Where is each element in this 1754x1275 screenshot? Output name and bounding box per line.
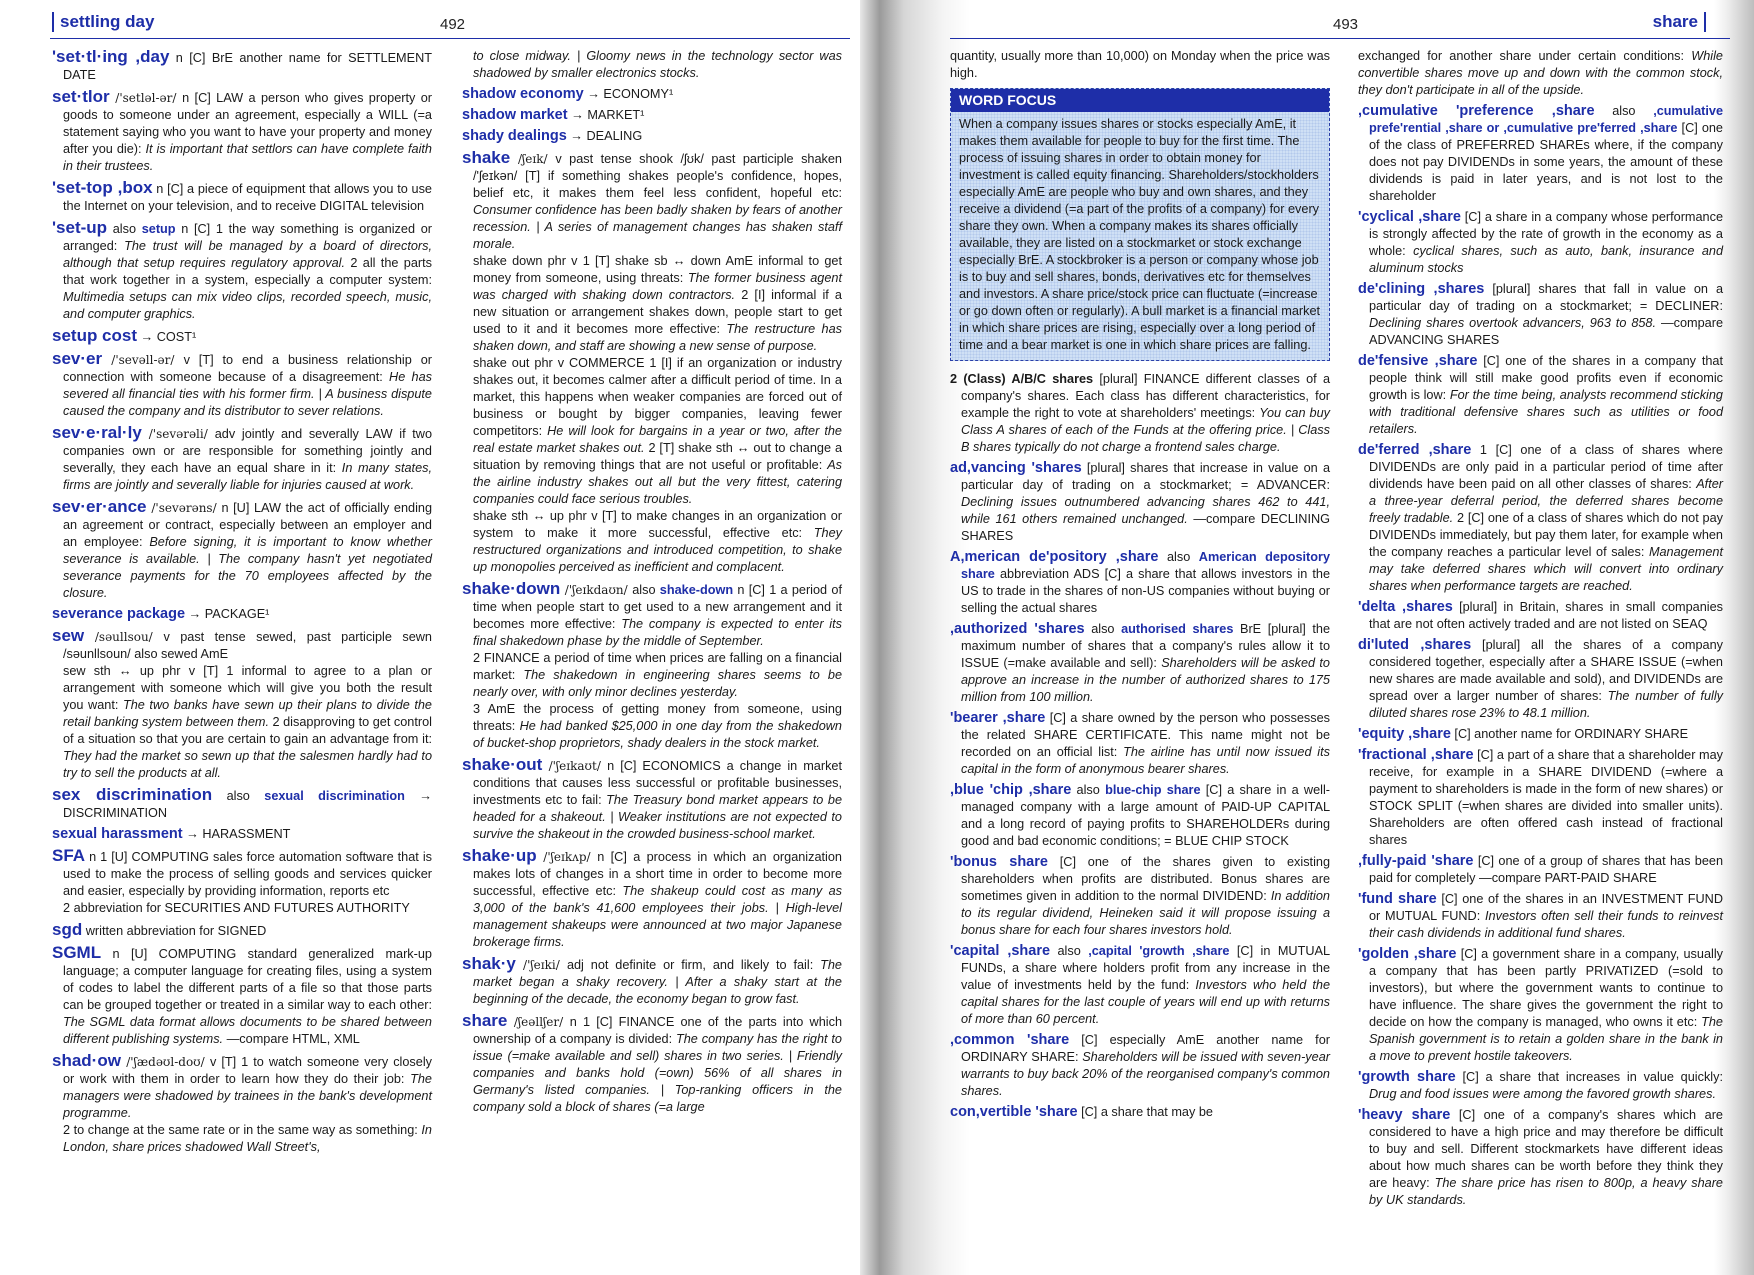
definition: [plural] shares that increase in value on a particular day of trading on a stockmarket; = ADVANCER:	[961, 461, 1330, 492]
sense-heading: 2 (Class) A/B/C shares	[950, 372, 1094, 386]
definition: n [C] 1 the way something is organized or arranged:	[63, 222, 432, 253]
headword: sev·er	[52, 349, 103, 368]
entry-sex-discrimination	[52, 786, 432, 822]
definition: n 1 [C] FINANCE one of the parts into which ownership of a company is divided:	[473, 1015, 842, 1046]
headword: 'set-up	[52, 218, 108, 237]
entry-shadow-market	[462, 107, 842, 124]
headword: sexual harassment	[52, 826, 183, 842]
headword: 'fractional ,share	[1358, 747, 1474, 763]
entry-shadow	[52, 1052, 432, 1156]
header-rule-right	[950, 38, 1730, 39]
cross-reference: → PACKAGE¹	[185, 607, 270, 621]
entry-shaky	[462, 955, 842, 1008]
continued-text: to close midway. | Gloomy news in the technology sector was shadowed by smaller electronics stocks.	[473, 49, 842, 80]
entry-authorized-shares	[950, 621, 1330, 706]
also-label: also	[107, 222, 142, 236]
entry-cumulative-preference-share	[1358, 103, 1723, 205]
entry-defensive-share	[1358, 353, 1723, 438]
cross-reference: → DEALING	[566, 129, 643, 143]
variant: shake-down	[659, 583, 734, 597]
headword: SGML	[52, 943, 102, 962]
pronunciation: /səullsou/	[84, 630, 164, 644]
definition: 3 AmE the process of getting money from someone, using threats:	[473, 702, 842, 733]
definition: adj not definite or firm, and likely to fail:	[566, 958, 821, 972]
headword: shad·ow	[52, 1051, 121, 1070]
compare-reference: —compare HTML, XML	[223, 1032, 360, 1046]
example: They had the market so sewn up that the salesmen hardly had to try to sell the products at all.	[63, 749, 432, 780]
definition: adv jointly and severally LAW if two companies own or are responsible for something jointly and severally, they each have an equal share in it:	[63, 427, 433, 475]
definition: [C] especially AmE another name for ORDINARY SHARE:	[961, 1033, 1330, 1064]
column-4	[1358, 48, 1723, 1213]
headword: sev·er·ance	[52, 497, 147, 516]
entry-severance	[52, 498, 432, 602]
definition: n [C] 1 a period of time when people start to get used to a new arrangement and it becomes more effective:	[473, 583, 842, 631]
example: After a three-year deferral period, the deferred shares become freely tradable.	[1369, 477, 1723, 525]
headword: di'luted ,shares	[1358, 637, 1472, 653]
entry-class-shares	[950, 371, 1330, 456]
example: The share price has risen to 800p, a heavy share by UK standards.	[1369, 1176, 1723, 1207]
example: Investors who held the capital shares for the last couple of years will end up with returns of more than 60 percent.	[961, 978, 1330, 1026]
definition: v [T] 1 to watch someone very closely or work with them in order to learn how they do their job:	[63, 1055, 432, 1086]
page-number-right: 493	[1333, 16, 1359, 33]
cross-reference: → COST¹	[137, 330, 197, 344]
example: The airline has until now issued its capital in the form of anonymous bearer shares.	[961, 745, 1330, 776]
cross-reference: → HARASSMENT	[182, 827, 291, 841]
variant: blue-chip share	[1105, 783, 1201, 797]
headword: shake	[462, 148, 511, 167]
definition: v past tense shook /ʃʊk/ past participle shaken /'ʃeɪkən/ [T] if something shakes people's confidence, hopes, belief etc, it makes them feel less confident, hopeful etc:	[473, 152, 842, 200]
definition: [C] a government share in a company, usually a company that has been partly PRIVATIZED (=sold to investors), but where the government wants to continue to have influence. The share gives the government the right to decide on how the company is managed, who owns it etc:	[1369, 947, 1723, 1029]
also-label: also	[1084, 622, 1122, 636]
headword: shadow economy	[462, 86, 584, 102]
headword: 'capital ,share	[950, 943, 1051, 959]
example: The Treasury bond market appears to be headed for a shakeout. | Weaker institutions are not expected to survive the shakeout in the crowded business-school market.	[473, 793, 842, 841]
definition: exchanged for another share under certain conditions:	[1358, 49, 1692, 63]
pronunciation: /'ʃædəʊl-doʊ/	[120, 1055, 210, 1069]
definition: [C] a share in a well-managed company with a large amount of PAID-UP CAPITAL and a long record of paying profits to SHAREHOLDERs during good and bad economic conditions; = BLUE CHIP STOCK	[961, 783, 1330, 848]
headword: ,blue 'chip ,share	[950, 782, 1072, 798]
entry-sgml	[52, 944, 432, 1048]
example: Declining shares overtook advancers, 963 to 858.	[1369, 316, 1657, 330]
example: The market began a shaky recovery. | After a shaky start at the beginning of the decade, the economy began to grow fast.	[473, 958, 842, 1006]
pronunciation: /'ʃeɪki/	[515, 958, 567, 972]
pronunciation: /'ʃeɪkdaʊn/	[560, 583, 633, 597]
example: Multimedia setups can mix video clips, recorded speech, music, and computer graphics.	[63, 290, 432, 321]
entry-fully-paid-share	[1358, 853, 1723, 887]
definition: [C] a part of a share that a shareholder may receive, for example in a SHARE DIVIDEND (=where a payment to shareholders is made in the form of new shares) or STOCK SPLIT (=when shares are divided into smaller units). Shareholders are often offered cash instead of fractional shares	[1369, 748, 1723, 847]
variant: sexual discrimination	[264, 789, 405, 803]
compare-reference: —compare DECLINING SHARES	[961, 512, 1331, 543]
example: Drug and food issues were among the favored growth shares.	[1369, 1087, 1716, 1101]
pronunciation: /'ʃeɪkʌp/	[536, 850, 598, 864]
entry-bonus-share	[950, 854, 1330, 939]
example: The shakedown in engineering shares seems to be nearly over, with only minor declines yesterday.	[473, 668, 842, 699]
phrasal-verb: sew sth ↔ up phr v [T] 1 informal to agree to a plan or arrangement with someone which will give you both the result you want:	[63, 664, 432, 712]
definition: [C] one of the class of PREFERRED SHAREs where, if the company does not pay DIVIDENDs in some years, the amount of these dividends is paid in later years, and is not lost to the shareholder	[1369, 121, 1723, 203]
headword: severance package	[52, 606, 186, 622]
headword: 'bearer ,share	[950, 710, 1046, 726]
headword: SFA	[52, 846, 86, 865]
example: The company has the right to issue (=make available and sell) shares in two series. | Friendly companies and banks hold (=own) 56% of all shares in Germany's listed companies. | Top-ranking officers in the company sold a block of shares (=a large	[473, 1032, 842, 1114]
pronunciation: /'sevəll-ər/	[102, 353, 184, 367]
definition: [C] a share that increases in value quickly:	[1455, 1070, 1723, 1084]
entry-growth-share	[1358, 1069, 1723, 1103]
headword: shadow market	[462, 107, 568, 123]
headword: 'cyclical ,share	[1358, 209, 1461, 225]
headword: 'heavy share	[1358, 1107, 1451, 1123]
entry-bearer-share	[950, 710, 1330, 778]
example: The former business agent was charged with shaking down contractors.	[473, 271, 842, 302]
example: In London, share prices shadowed Wall Street's,	[63, 1123, 432, 1154]
definition: n [U] LAW the act of officially ending an agreement or contract, especially between an employer and an employee:	[63, 501, 432, 549]
entry-deferred-share	[1358, 442, 1723, 595]
entry-convertible-share	[950, 1104, 1330, 1121]
definition: n [C] a piece of equipment that allows you to use the Internet on your television, and to receive DIGITAL television	[63, 182, 432, 213]
entry-american-depository-share	[950, 549, 1330, 617]
column-2	[462, 48, 842, 1120]
entry-sfa	[52, 847, 432, 917]
example: He will look for bargains in a year or two, after the real estate market shakes out.	[473, 424, 842, 455]
definition: [C] one of the shares given to existing shareholders when profits are distributed. Bonus shares are sometimes given in addition to the normal DIVIDEND:	[961, 855, 1331, 903]
example: Investors often sell their funds to reinvest their cash dividends in additional fund shares.	[1369, 909, 1724, 940]
entry-fractional-share	[1358, 747, 1723, 849]
headword: ,fully-paid 'share	[1358, 853, 1474, 869]
pronunciation: /'ʃeɪkaʊt/	[542, 759, 608, 773]
continued-text	[1358, 48, 1723, 99]
entry-capital-share	[950, 943, 1330, 1028]
variant: American depository share	[961, 550, 1330, 581]
definition: 2 [C] one of a class of shares which do not pay DIVIDENDs immediately, but pay them later, for example when the company reaches a particular level of sales:	[1369, 511, 1723, 559]
variant: authorised shares	[1121, 622, 1234, 636]
example: The managers were shadowed by trainees in the bank's development programme.	[63, 1072, 432, 1120]
pronunciation: /ʃeəllʃer/	[507, 1015, 570, 1029]
variant: setup	[141, 222, 176, 236]
running-head-right: share	[1653, 12, 1706, 32]
headword: sev·e·ral·ly	[52, 423, 142, 442]
headword: shady dealings	[462, 128, 567, 144]
example: Management may take deferred shares which will convert into ordinary shares when performance targets are reached.	[1369, 545, 1723, 593]
entry-share	[462, 1012, 842, 1116]
definition: [plural] in Britain, shares in small companies that are not often actively traded and are not listed on SEAQ	[1369, 600, 1723, 631]
headword: set·tlor	[52, 87, 110, 106]
headword: de'fensive ,share	[1358, 353, 1478, 369]
definition: n [C] ECONOMICS a change in market conditions that causes less successful or profitable businesses, investments etc to fail:	[473, 759, 842, 807]
definition: 2 [T] shake sth ↔ out to change a situation by removing things that are not useful or profitable:	[473, 441, 842, 472]
entry-sever	[52, 350, 432, 420]
running-head-left: settling day	[52, 12, 154, 32]
entry-declining-shares	[1358, 281, 1723, 349]
column-3	[950, 48, 1330, 1125]
headword: setup cost	[52, 326, 138, 345]
also-label: also	[632, 583, 660, 597]
cross-reference: → MARKET¹	[567, 108, 645, 122]
definition: v [T] to end a business relationship or connection with someone because of a disagreement:	[63, 353, 432, 384]
headword: sex discrimination	[52, 785, 213, 804]
definition: n [C] LAW a person who gives property or goods to someone under an agreement, especially a WILL (=a statement saying who you want to have your property and money after you die):	[63, 91, 433, 156]
entry-shadow-economy	[462, 86, 842, 103]
entry-severally	[52, 424, 432, 494]
definition: 2 all the parts that work together in a system, especially a computer system:	[63, 256, 432, 287]
entry-sgd	[52, 921, 432, 940]
definition: 2 [I] informal if a new situation or arrangement shakes down, people start to get used to it and it becomes more effective:	[473, 288, 842, 336]
example: The Spanish government is to retain a golden share in the bank in a move to prevent hostile takeovers.	[1369, 1015, 1723, 1063]
example: As the airline industry shakes out all but the very fittest, catering companies could face serious troubles.	[473, 458, 842, 506]
compare-reference: —compare ADVANCING SHARES	[1369, 316, 1723, 347]
headword: sew	[52, 626, 85, 645]
definition: v past tense sewed, past participle sewn /səunllsoun/ also sewed AmE	[63, 630, 432, 661]
pronunciation: /'sevərəli/	[141, 427, 215, 441]
phrasal-verb: shake down phr v 1 [T] shake sb ↔ down AmE informal to get money from someone, using threats:	[473, 254, 842, 285]
definition: 2 to change at the same rate or in the same way as something:	[63, 1123, 422, 1137]
definition: [C] one of the shares in an INVESTMENT FUND or MUTUAL FUND:	[1369, 892, 1723, 923]
entry-shake	[462, 149, 842, 576]
definition: n 1 [U] COMPUTING sales force automation software that is used to make the process of selling goods and services quicker and easier, especially by providing information, reports etc	[63, 850, 432, 898]
example: In addition to its regular dividend, Heineken said it will propose issuing a bonus share for each four shares investors hold.	[961, 889, 1330, 937]
definition: n [U] COMPUTING standard generalized mark-up language; a computer language for creating files, using a system of codes to label the different parts of a file so that those parts can be grouped together or treated in a similar way to each other:	[63, 947, 432, 1012]
entry-advancing-shares	[950, 460, 1330, 545]
pronunciation: /ʃeɪk/	[510, 152, 556, 166]
entry-blue-chip-share	[950, 782, 1330, 850]
definition: [plural] shares that fall in value on a particular day of trading on a stockmarket; = DECLINER:	[1369, 282, 1724, 313]
entry-equity-share	[1358, 726, 1723, 743]
pronunciation: /'sevərəns/	[146, 501, 222, 515]
entry-delta-shares	[1358, 599, 1723, 633]
definition: written abbreviation for SIGNED	[82, 924, 267, 938]
definition: [plural] FINANCE different classes of a company's shares. Each class has different characteristics, for example the right to vote at shareholders' meetings:	[961, 372, 1330, 420]
entry-diluted-shares	[1358, 637, 1723, 722]
cross-reference: → ECONOMY¹	[583, 87, 674, 101]
entry-shakeout	[462, 756, 842, 843]
entry-heavy-share	[1358, 1107, 1723, 1209]
headword: 'bonus share	[950, 854, 1048, 870]
definition: 2 FINANCE a period of time when prices are falling on a financial market:	[473, 651, 842, 682]
definition: [C] another name for ORDINARY SHARE	[1450, 727, 1689, 741]
headword: shake·up	[462, 846, 537, 865]
example: Shareholders will be asked to approve an increase in the number of authorized shares to 175 million from 100 million.	[961, 656, 1330, 704]
definition: 1 [C] one of a class of shares where DIVIDENDs are only paid in a particular period of time after dividends have been paid on all other classes of shares:	[1369, 443, 1723, 491]
variant: ,capital 'growth ,share	[1088, 944, 1230, 958]
headword: sgd	[52, 920, 83, 939]
headword: ,authorized 'shares	[950, 621, 1085, 637]
entry-golden-share	[1358, 946, 1723, 1065]
pronunciation: /'setləl-ər/	[109, 91, 183, 105]
headword: A,merican de'pository ,share	[950, 549, 1159, 565]
column-1	[52, 48, 432, 1160]
definition: BrE [plural] the maximum number of shares that a company's rules allow it to ISSUE (=make available and sell):	[961, 622, 1330, 670]
example: The restructure has shaken down, and staff are showing a new sense of purpose.	[473, 322, 842, 353]
example: The SGML data format allows documents to be shared between different publishing systems.	[63, 1015, 432, 1046]
entry-settling-day	[52, 48, 432, 84]
word-focus-title: WORD FOCUS	[951, 89, 1329, 112]
example: The two banks have sewn up their plans to divide the retail banking system between them.	[63, 698, 432, 729]
example: The number of fully diluted shares rose 23% to 48.1 million.	[1369, 689, 1723, 720]
entry-set-up	[52, 219, 432, 323]
example: cyclical shares, such as auto, bank, insurance and aluminum stocks	[1369, 244, 1723, 275]
definition: n [C] a process in which an organization makes lots of changes in a short time in order to become more successful, effective etc:	[473, 850, 842, 898]
definition: [C] one of a company's shares which are considered to have a high price and may therefore be difficult to buy and sell. Different stockmarkets have different ideas about how much shares can be worth before they think they are heavy:	[1369, 1108, 1723, 1190]
entry-shakedown	[462, 580, 842, 752]
entry-sexual-harassment	[52, 826, 432, 843]
entry-common-share	[950, 1032, 1330, 1100]
also-label: also	[1071, 783, 1106, 797]
definition: [C] a share that may be	[1077, 1105, 1213, 1119]
definition: [C] a share owned by the person who possesses the related SHARE CERTIFICATE. This name might not be recorded on an official list:	[961, 711, 1330, 759]
entry-settlor	[52, 88, 432, 175]
definition: [C] in MUTUAL FUNDs, a share where holders profit from any increase in the value of investments held by the fund:	[961, 944, 1330, 992]
phrasal-verb: shake out phr v COMMERCE 1 [I] if an organization or industry shakes out, it becomes calmer after a difficult period of time. In a market, this happens when weaker companies are forced out of business or bought by bigger companies, leaving fewer competitors:	[473, 356, 842, 438]
definition: [C] one of the shares in a company that people think will still make good profits even if economic growth is low:	[1369, 354, 1724, 402]
definition: n [C] BrE another name for SETTLEMENT DATE	[63, 51, 432, 82]
definition: [plural] all the shares of a company considered together, especially after a SHARE ISSUE (=when new shares are made available and sold), and DIVIDENDs are spread over a larger number of shares:	[1369, 638, 1723, 703]
entry-setup-cost	[52, 327, 432, 346]
example: Consumer confidence has been badly shaken by fears of another recession. | A series of management changes has shaken staff morale.	[473, 203, 842, 251]
headword: ad,vancing 'shares	[950, 460, 1082, 476]
also-label: also	[1158, 550, 1199, 564]
also-label: also	[212, 789, 265, 803]
also-label: also	[1050, 944, 1089, 958]
example: You can buy Class A shares of each of the Funds at the offering price. | Class B shares typically do not charge a frontend sales charge.	[961, 406, 1330, 454]
example: Before signing, it is important to know whether severance is available. | The company hasn't yet negotiated severance payments for the 70 employees affected by the closure.	[63, 535, 432, 600]
headword: 'set·tl·ing ,day	[52, 47, 170, 66]
headword: 'fund share	[1358, 891, 1437, 907]
headword: ,cumulative 'preference ,share	[1358, 103, 1595, 119]
also-label: also	[1594, 104, 1654, 118]
headword: share	[462, 1011, 508, 1030]
entry-fund-share	[1358, 891, 1723, 942]
entry-shady-dealings	[462, 128, 842, 145]
example: It is important that settlors can have complete faith in their trustees.	[63, 142, 432, 173]
example: The shakeup could cost as many as 3,000 of the bank's 41,600 employees their jobs. | High-level management shakeups were announced at two major Japanese brokerage firms.	[473, 884, 842, 949]
continued-text: quantity, usually more than 10,000) on Monday when the price was high.	[950, 49, 1330, 80]
example: Declining issues outnumbered advancing shares 462 to 441, while 161 others remained unchanged.	[961, 495, 1330, 526]
cross-reference: → DISCRIMINATION	[63, 789, 432, 820]
example: For the time being, analysts recommend sticking with traditional defensive shares such as utilities or food retailers.	[1369, 388, 1723, 436]
example: Shareholders will be issued with seven-year warrants to buy back 20% of the reorganised company's common shares.	[961, 1050, 1330, 1098]
definition: [C] one of a group of shares that has been paid for completely —compare PART-PAID SHARE	[1369, 854, 1724, 885]
example: While convertible shares move up and down with the common stock, they don't participate in all of the upside.	[1358, 49, 1723, 97]
headword: con,vertible 'share	[950, 1104, 1078, 1120]
headword: 'delta ,shares	[1358, 599, 1453, 615]
headword: 'set-top ,box	[52, 178, 153, 197]
definition: [C] a share in a company whose performance is strongly affected by the rate of growth in the economy as a whole:	[1369, 210, 1723, 258]
page-number-left: 492	[440, 16, 466, 33]
headword: 'growth share	[1358, 1069, 1456, 1085]
headword: shak·y	[462, 954, 516, 973]
headword: 'equity ,share	[1358, 726, 1451, 742]
entry-sew	[52, 627, 432, 782]
headword: de'ferred ,share	[1358, 442, 1472, 458]
entry-set-top-box	[52, 179, 432, 215]
phrasal-verb: shake sth ↔ up phr v [T] to make changes in an organization or system to make it more successful, effective etc:	[473, 509, 842, 540]
headword: ,common 'share	[950, 1032, 1070, 1048]
example: He had banked $25,000 in one day from the shakedown of bucket-shop proprietors, shady dealers in the stock market.	[473, 719, 842, 750]
example: They restructured organizations and introduced competition, to shake up monopolies perceived as inefficient and complacent.	[473, 526, 842, 574]
variant: ,cumulative prefe'rential ,share or ,cumulative pre'ferred ,share	[1369, 104, 1724, 135]
headword: shake·out	[462, 755, 543, 774]
entry-cyclical-share	[1358, 209, 1723, 277]
headword: shake·down	[462, 579, 561, 598]
example: The trust will be managed by a board of directors, although that setup requires regulatory approval.	[63, 239, 433, 270]
header-rule-left	[50, 38, 850, 39]
headword: 'golden ,share	[1358, 946, 1457, 962]
definition: 2 disapproving to get control of a situation so that you are certain to gain an advantage from it:	[63, 715, 432, 746]
example: The company is expected to enter its final shakedown phase by the middle of September.	[473, 617, 842, 648]
example: In many states, firms are jointly and severally liable for injuries caused at work.	[63, 461, 433, 492]
definition: abbreviation ADS [C] a share that allows investors in the US to trade in the shares of non-US companies without buying or selling the actual shares	[961, 567, 1330, 615]
entry-shakeup	[462, 847, 842, 951]
definition: 2 abbreviation for SECURITIES AND FUTURES AUTHORITY	[63, 901, 410, 915]
entry-severance-package	[52, 606, 432, 623]
headword: de'clining ,shares	[1358, 281, 1485, 297]
example: He has severed all financial ties with his former firm. | A business dispute caused the company and its distributor to sever relations.	[63, 370, 432, 418]
word-focus-box	[950, 88, 1330, 361]
word-focus-body: When a company issues shares or stocks especially AmE, it makes them available for people to buy for the first time. The process of issuing shares in order to obtain money for investment is called equity financing. Shareholders/stockholders especially AmE are people who buy and own shares, and they receive a dividend (=a part of the profits of a company) for every share they own. When a company makes its shares officially available, they are listed on a stockmarket or stock exchange especially BrE. A stockbroker is a person or company whose job is to buy and sell shares, bonds, derivatives etc for themselves and investors. A share price/stock price can fluctuate (=increase or go down often or regularly). A bull market is a financial market in which share prices are rising, especially over a long period of time and a bear market is one in which share prices are falling.	[959, 117, 1321, 352]
